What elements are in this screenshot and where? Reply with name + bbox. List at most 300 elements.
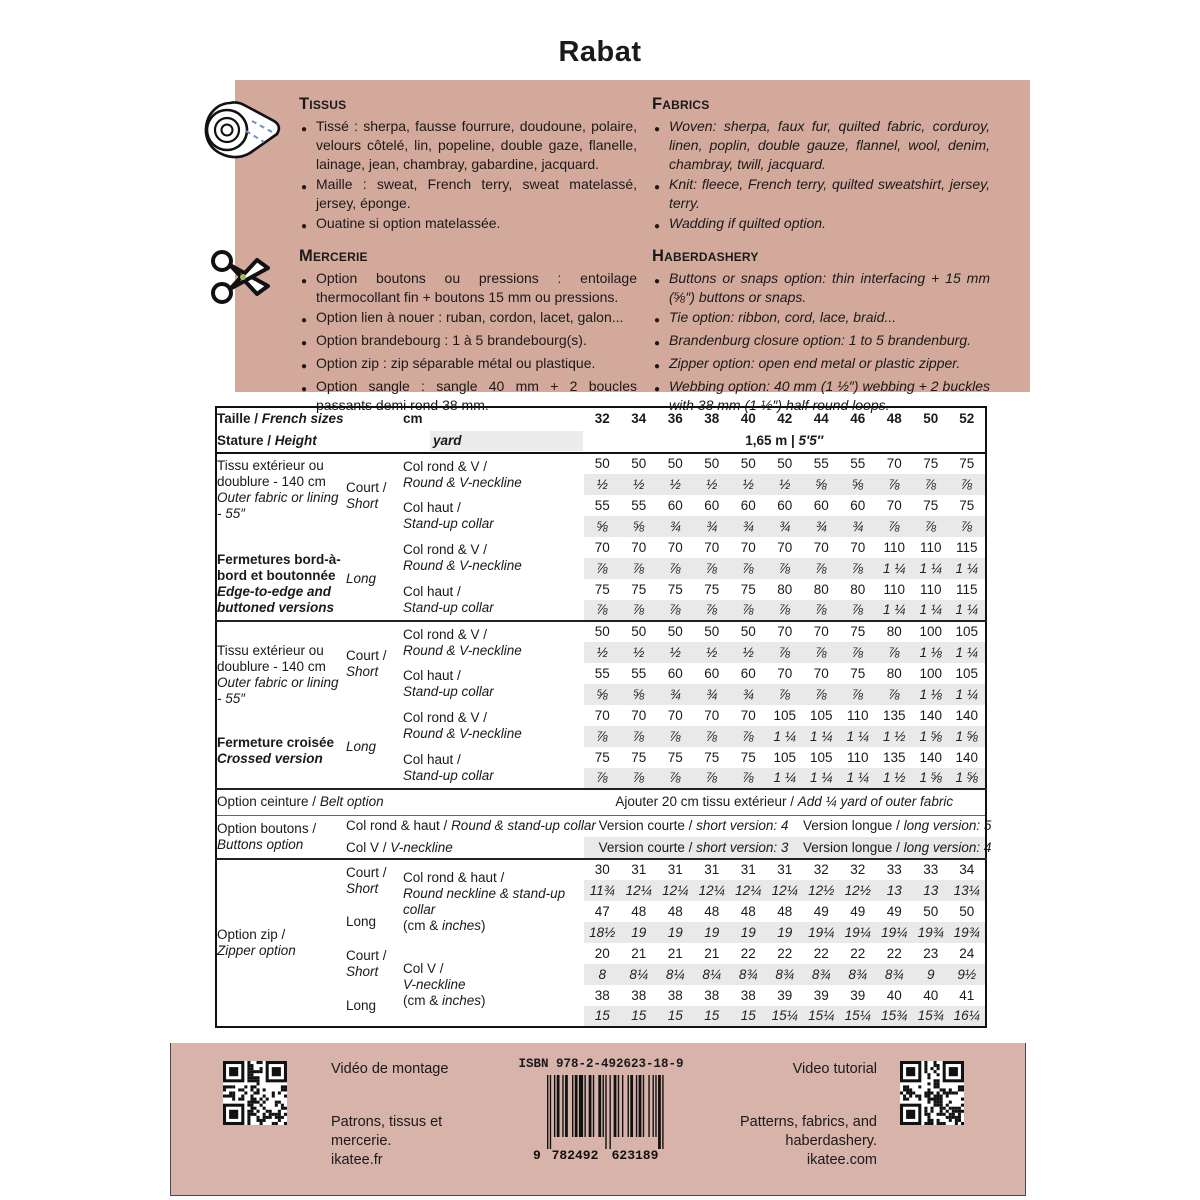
yard-value: 1 ¼ — [803, 726, 840, 747]
yard-value: ⅞ — [584, 558, 621, 579]
buttons-collar-label: Col V / V-neckline — [346, 839, 453, 855]
yard-value: ¾ — [657, 684, 694, 705]
list-item: ● Buttons or snaps option: thin interfacing + 15 mm (⅝″) buttons or snaps. — [654, 270, 990, 305]
yard-value: ½ — [584, 642, 621, 663]
buttons-option-label: Option boutons / Buttons option — [217, 820, 317, 852]
zip-inch-value: 19 — [621, 922, 658, 943]
bullet-icon: ● — [301, 221, 308, 232]
zip-inch-value: 8¼ — [694, 964, 731, 985]
cm-value: 75 — [631, 749, 647, 765]
yard-value: ⅞ — [803, 558, 840, 579]
list-item: ● Option zip : zip séparable métal ou plastique. — [299, 354, 637, 376]
zip-inch-value: 13 — [876, 880, 913, 901]
list-item: ● Wadding if quilted option. — [652, 214, 990, 236]
cm-value: 70 — [704, 707, 720, 723]
yard-value: ⅞ — [840, 684, 877, 705]
zip-inch-value: 8¼ — [621, 964, 658, 985]
collar-label: Col haut / Stand-up collar — [403, 500, 494, 531]
yard-value: ⅝ — [621, 684, 658, 705]
bullet-icon: ● — [654, 338, 661, 349]
qr-code-video-tutorial-en — [900, 1061, 964, 1125]
zip-cm-value: 34 — [959, 862, 975, 877]
list-item: ● Ouatine si option matelassée. — [299, 214, 637, 236]
height-row-label: Stature / Height — [217, 433, 317, 448]
yard-value: ½ — [730, 474, 767, 495]
cm-value: 60 — [813, 497, 829, 513]
zip-cm-value: 32 — [850, 862, 866, 877]
cm-value: 75 — [667, 581, 683, 597]
zip-cm-value: 38 — [740, 987, 756, 1003]
zip-inch-value: 13¼ — [949, 880, 986, 901]
zip-option-block — [216, 859, 986, 1027]
yard-value: ⅞ — [730, 726, 767, 747]
cm-value: 70 — [667, 707, 683, 723]
cm-value: 115 — [955, 581, 978, 597]
size-column-header: 50 — [923, 411, 939, 426]
website-fr: ikatee.fr — [331, 1152, 383, 1168]
cm-value: 55 — [813, 456, 829, 471]
cm-value: 55 — [594, 497, 610, 513]
zip-collar-label: Col V / V-neckline (cm & inches) — [403, 960, 486, 1008]
zip-collar-label: Col rond & haut / Round neckline & stand-up collar (cm & inches) — [403, 869, 566, 933]
yard-value: ⅞ — [876, 474, 913, 495]
length-label: Court / Short — [346, 948, 387, 979]
zip-inch-value: 19 — [657, 922, 694, 943]
zip-inch-value: 19¾ — [949, 922, 986, 943]
size-row-label: Taille / French sizes — [217, 411, 344, 426]
yard-value: 1 ⅝ — [913, 768, 950, 789]
cm-value: 105 — [773, 749, 797, 765]
zip-inch-value: 15 — [730, 1006, 767, 1027]
cm-value: 50 — [594, 624, 610, 639]
zip-inch-value: 19¼ — [803, 922, 840, 943]
info-panel — [235, 80, 1030, 413]
cm-value: 50 — [704, 624, 720, 639]
zip-cm-value: 39 — [777, 987, 793, 1003]
yard-value: ⅞ — [840, 600, 877, 621]
yard-value: 1 ⅝ — [949, 768, 986, 789]
yard-value: ⅞ — [803, 600, 840, 621]
cm-value: 75 — [923, 456, 939, 471]
cm-value: 75 — [594, 749, 610, 765]
yard-value: ½ — [694, 474, 731, 495]
zip-inch-value: 16¼ — [949, 1006, 986, 1027]
zip-cm-value: 40 — [886, 987, 902, 1003]
cm-value: 70 — [631, 539, 647, 555]
fabric-label: Tissu extérieur ou doublure - 140 cm Outer fabric or lining - 55″ — [217, 643, 339, 707]
fabric-requirement-label — [216, 453, 346, 621]
yard-value: ⅞ — [876, 516, 913, 537]
zip-cm-value: 31 — [667, 862, 683, 877]
yard-value: ⅞ — [767, 642, 804, 663]
list-item: ● Option sangle : sangle 40 mm + 2 boucles passants demi rond 38 mm. — [301, 378, 637, 413]
cm-value: 55 — [631, 665, 647, 681]
cm-value: 140 — [955, 749, 979, 765]
yard-value: 1 ¼ — [949, 684, 986, 705]
size-column-header: 44 — [813, 411, 829, 426]
cm-value: 75 — [740, 749, 756, 765]
yard-value: ⅞ — [657, 768, 694, 789]
zip-inch-value: 8¾ — [803, 964, 840, 985]
zip-cm-value: 47 — [594, 903, 610, 919]
tissus-heading: Tissus — [299, 95, 347, 113]
bullet-icon: ● — [654, 221, 661, 232]
cm-value: 70 — [813, 665, 829, 681]
cm-value: 50 — [631, 456, 647, 471]
cm-value: 80 — [850, 581, 866, 597]
yard-value: 1 ½ — [876, 726, 913, 747]
mercerie-heading: Mercerie — [299, 247, 368, 265]
yard-value: ⅝ — [584, 684, 621, 705]
zip-cm-value: 31 — [631, 862, 647, 877]
yard-value: ⅞ — [767, 558, 804, 579]
zip-inch-value: 8¼ — [657, 964, 694, 985]
list-item: ● Knit: fleece, French terry, quilted sweatshirt, jersey, terry. — [654, 176, 990, 211]
size-column-header: 42 — [777, 411, 793, 426]
cm-value: 60 — [704, 497, 720, 513]
website-en: ikatee.com — [806, 1152, 877, 1168]
yard-value: ⅞ — [949, 474, 986, 495]
yard-value: 1 ¼ — [949, 600, 986, 621]
cm-value: 60 — [777, 497, 793, 513]
zip-cm-value: 22 — [777, 945, 793, 961]
cm-value: 70 — [813, 539, 829, 555]
zip-cm-value: 39 — [813, 987, 829, 1003]
yard-value: ⅞ — [657, 726, 694, 747]
edge-to-edge-block — [216, 453, 986, 621]
zip-inch-value: 13 — [913, 880, 950, 901]
table-header — [216, 407, 986, 453]
zip-inch-value: 8¾ — [730, 964, 767, 985]
footer-band — [170, 1043, 1026, 1196]
yard-value: ⅞ — [767, 684, 804, 705]
cm-value: 50 — [667, 456, 683, 471]
size-column-header: 48 — [886, 411, 902, 426]
list-item: ● Woven: sherpa, faux fur, quilted fabric, corduroy, linen, poplin, double gauze, flannel, wool, denim, chambray, twill, jacquard. — [654, 118, 990, 172]
zip-inch-value: 19¼ — [840, 922, 877, 943]
zip-cm-value: 38 — [704, 987, 720, 1003]
zip-inch-value: 15¼ — [840, 1006, 877, 1027]
cm-value: 80 — [813, 581, 829, 597]
cm-value: 70 — [813, 624, 829, 639]
yard-value: 1 ¼ — [767, 726, 804, 747]
zip-cm-value: 24 — [959, 945, 975, 961]
bullet-icon: ● — [301, 384, 308, 395]
yard-value: ⅞ — [584, 600, 621, 621]
size-column-header: 46 — [850, 411, 866, 426]
zip-inch-value: 8 — [584, 964, 621, 985]
bullet-icon: ● — [301, 124, 308, 135]
footer-barcode-block — [501, 1057, 701, 1168]
bullet-icon: ● — [654, 361, 661, 372]
cm-value: 70 — [777, 624, 793, 639]
length-label: Long — [346, 914, 377, 929]
yard-value: ⅞ — [730, 600, 767, 621]
cm-value: 105 — [809, 707, 833, 723]
cm-value: 110 — [883, 539, 906, 555]
bullet-icon: ● — [301, 338, 308, 349]
list-item: ● Brandenburg closure option: 1 to 5 brandenburg. — [652, 331, 990, 353]
yard-value: ½ — [584, 474, 621, 495]
list-item: ● Option brandebourg : 1 à 5 brandebourg(s). — [299, 331, 637, 353]
cm-value: 110 — [846, 707, 869, 723]
cm-value: 60 — [740, 497, 756, 513]
cm-value: 60 — [667, 665, 683, 681]
scissors-icon — [210, 248, 274, 315]
belt-option-value: Ajouter 20 cm tissu extérieur / Add ¼ yard of outer fabric — [615, 794, 954, 810]
size-column-header: 40 — [740, 411, 756, 426]
yard-value: ⅞ — [767, 600, 804, 621]
short-version-count: Version courte / short version: 4 — [598, 818, 789, 834]
size-column-header: 34 — [631, 411, 647, 426]
list-item: ● Tie option: ribbon, cord, lace, braid... — [652, 308, 990, 330]
yard-value: ⅞ — [803, 642, 840, 663]
zip-inch-value: 19¼ — [876, 922, 913, 943]
zip-cm-value: 48 — [777, 903, 793, 919]
collar-label: Col haut / Stand-up collar — [403, 583, 494, 615]
tagline-fr: Patrons, tissus et mercerie. — [331, 1114, 443, 1149]
zip-inch-value: 12¼ — [621, 880, 658, 901]
zip-inch-value: 19 — [694, 922, 731, 943]
yard-value: ⅞ — [840, 558, 877, 579]
zip-inch-value: 15 — [621, 1006, 658, 1027]
cm-value: 50 — [631, 624, 647, 639]
yard-value: ⅞ — [657, 600, 694, 621]
zip-cm-value: 21 — [631, 945, 647, 961]
bullet-icon: ● — [654, 315, 661, 326]
zip-inch-value: 19 — [767, 922, 804, 943]
cm-value: 105 — [773, 707, 797, 723]
yard-value: ⅞ — [730, 558, 767, 579]
zip-inch-value: 18½ — [584, 922, 621, 943]
yard-value: ⅞ — [621, 726, 658, 747]
zip-cm-value: 31 — [777, 862, 793, 877]
short-version-count: Version courte / short version: 3 — [584, 837, 803, 859]
yard-value: ⅝ — [621, 516, 658, 537]
yard-value: ⅞ — [913, 516, 950, 537]
cm-value: 75 — [704, 749, 720, 765]
cm-value: 55 — [631, 497, 647, 513]
length-label: Court / Short — [346, 647, 387, 679]
bullet-icon: ● — [301, 361, 308, 372]
zip-cm-value: 41 — [959, 987, 975, 1003]
unit-yard-label: yard — [403, 430, 584, 453]
fabrics-heading: Fabrics — [652, 95, 710, 113]
cm-value: 110 — [919, 581, 942, 597]
cm-value: 110 — [883, 581, 906, 597]
french-column — [299, 95, 637, 416]
cm-value: 135 — [882, 749, 906, 765]
yard-value: 1 ⅝ — [949, 726, 986, 747]
zip-inch-value: 8¾ — [840, 964, 877, 985]
cm-value: 70 — [740, 539, 756, 555]
cm-value: 70 — [704, 539, 720, 555]
size-chart-table — [215, 406, 992, 1028]
cm-value: 50 — [667, 624, 683, 639]
zip-cm-value: 48 — [704, 903, 720, 919]
bullet-icon: ● — [301, 182, 308, 193]
zip-inch-value: 11¾ — [584, 880, 621, 901]
cm-value: 70 — [886, 456, 902, 471]
yard-value: ⅝ — [584, 516, 621, 537]
svg-text:623189: 623189 — [611, 1148, 659, 1163]
yard-value: ½ — [730, 642, 767, 663]
yard-value: ⅞ — [913, 474, 950, 495]
cm-value: 70 — [631, 707, 647, 723]
cm-value: 80 — [886, 624, 902, 639]
zip-cm-value: 32 — [813, 862, 829, 877]
video-label-fr: Vidéo de montage — [331, 1061, 449, 1077]
zip-cm-value: 48 — [667, 903, 683, 919]
closure-label: Fermetures bord-à-bord et boutonnée Edge-to-edge and buttoned versions — [217, 552, 341, 615]
yard-value: ½ — [621, 642, 658, 663]
buttons-option-block — [216, 815, 992, 859]
cm-value: 105 — [955, 665, 979, 681]
cm-value: 105 — [809, 749, 833, 765]
zip-cm-value: 31 — [704, 862, 720, 877]
zip-inch-value: 8¾ — [876, 964, 913, 985]
yard-value: 1 ¼ — [949, 642, 986, 663]
yard-value: ¾ — [694, 516, 731, 537]
zip-option-label: Option zip / Zipper option — [217, 927, 296, 958]
long-version-count: Version longue / long version: 4 — [803, 837, 986, 859]
yard-value: ½ — [621, 474, 658, 495]
cm-value: 60 — [850, 497, 866, 513]
yard-value: ⅞ — [694, 726, 731, 747]
yard-value: ⅞ — [584, 768, 621, 789]
yard-value: ⅝ — [803, 474, 840, 495]
zip-inch-value: 12¼ — [694, 880, 731, 901]
cm-value: 140 — [919, 707, 943, 723]
zip-cm-value: 49 — [886, 903, 902, 919]
yard-value: 1 ¼ — [803, 768, 840, 789]
yard-value: ⅞ — [694, 600, 731, 621]
collar-label: Col haut / Stand-up collar — [403, 751, 494, 783]
zip-inch-value: 12¼ — [657, 880, 694, 901]
zip-cm-value: 33 — [886, 862, 902, 877]
length-label: Court / Short — [346, 864, 387, 896]
haberdashery-heading: Haberdashery — [652, 247, 759, 265]
yard-value: 1 ½ — [876, 768, 913, 789]
cm-value: 50 — [740, 624, 756, 639]
yard-value: ⅞ — [694, 768, 731, 789]
list-item: ● Webbing option: 40 mm (1 ½″) webbing + 2 buckles with 38 mm (1 ½″) half round loops. — [654, 378, 990, 413]
isbn-label: ISBN 978-2-492623-18-9 — [518, 1057, 684, 1071]
zip-cm-value: 48 — [631, 903, 647, 919]
svg-text:782492: 782492 — [551, 1148, 599, 1163]
list-item: ● Maille : sweat, French terry, sweat matelassé, jersey, éponge. — [301, 176, 637, 211]
crossed-version-block — [216, 621, 986, 789]
length-label: Long — [346, 738, 377, 754]
svg-text:9: 9 — [533, 1148, 541, 1163]
size-column-header: 32 — [594, 411, 610, 426]
zip-cm-value: 38 — [667, 987, 683, 1003]
cm-value: 115 — [955, 539, 978, 555]
yard-value: 1 ¼ — [876, 558, 913, 579]
cm-value: 140 — [919, 749, 943, 765]
yard-value: ⅝ — [840, 474, 877, 495]
zip-cm-value: 23 — [923, 945, 939, 961]
cm-value: 55 — [850, 456, 866, 471]
cm-value: 70 — [777, 539, 793, 555]
cm-value: 75 — [850, 665, 866, 681]
yard-value: 1 ¼ — [767, 768, 804, 789]
zip-cm-value: 33 — [923, 862, 939, 877]
zip-cm-value: 49 — [850, 903, 866, 919]
zip-inch-value: 8¾ — [767, 964, 804, 985]
cm-value: 70 — [594, 539, 610, 555]
size-column-header: 38 — [704, 411, 720, 426]
list-item: ● Tissé : sherpa, fausse fourrure, doudoune, polaire, velours côtelé, lin, popeline, double gaze, flanelle, lainage, jean, chambray, gabardine, jacquard. — [301, 118, 637, 172]
cm-value: 50 — [704, 456, 720, 471]
zip-inch-value: 15¾ — [876, 1006, 913, 1027]
yard-value: 1 ¼ — [840, 726, 877, 747]
zip-inch-value: 15¾ — [913, 1006, 950, 1027]
yard-value: ½ — [767, 474, 804, 495]
cm-value: 110 — [846, 749, 869, 765]
zip-inch-value: 12¼ — [730, 880, 767, 901]
cm-value: 75 — [740, 581, 756, 597]
zip-inch-value: 15 — [694, 1006, 731, 1027]
zip-cm-value: 50 — [959, 903, 975, 919]
belt-option-row — [216, 789, 986, 815]
cm-value: 75 — [959, 456, 975, 471]
zip-cm-value: 31 — [740, 862, 756, 877]
zip-cm-value: 40 — [923, 987, 939, 1003]
yard-value: ⅞ — [657, 558, 694, 579]
collar-label: Col rond & V / Round & V-neckline — [403, 710, 522, 741]
yard-value: ⅞ — [621, 558, 658, 579]
zip-cm-value: 49 — [813, 903, 829, 919]
cm-value: 70 — [777, 665, 793, 681]
cm-value: 60 — [704, 665, 720, 681]
cm-value: 100 — [919, 665, 943, 681]
cm-value: 75 — [850, 624, 866, 639]
cm-value: 75 — [923, 497, 939, 513]
yard-value: ¾ — [730, 684, 767, 705]
yard-value: ¾ — [840, 516, 877, 537]
zip-inch-value: 12½ — [840, 880, 877, 901]
length-label: Long — [346, 997, 377, 1013]
bullet-icon: ● — [301, 315, 308, 326]
long-version-count: Version longue / long version: 5 — [803, 818, 992, 834]
yard-value: ⅞ — [876, 684, 913, 705]
cm-value: 80 — [777, 581, 793, 597]
cm-value: 80 — [886, 665, 902, 681]
yard-value: 1 ¼ — [840, 768, 877, 789]
yard-value: ¾ — [767, 516, 804, 537]
yard-value: ½ — [657, 642, 694, 663]
cm-value: 60 — [667, 497, 683, 513]
collar-label: Col rond & V / Round & V-neckline — [403, 626, 522, 658]
yard-value: 1 ⅝ — [913, 726, 950, 747]
yard-value: 1 ¼ — [913, 600, 950, 621]
yard-value: ⅞ — [621, 768, 658, 789]
list-item: ● Zipper option: open end metal or plastic zipper. — [652, 354, 990, 376]
cm-value: 55 — [594, 665, 610, 681]
cm-value: 75 — [594, 581, 610, 597]
zip-inch-value: 15 — [584, 1006, 621, 1027]
cm-value: 100 — [919, 624, 943, 639]
yard-value: ⅞ — [694, 558, 731, 579]
yard-value: ¾ — [657, 516, 694, 537]
zip-cm-value: 22 — [813, 945, 829, 961]
collar-label: Col rond & V / Round & V-neckline — [403, 542, 522, 573]
ean-barcode — [521, 1071, 681, 1163]
tagline-en: Patterns, fabrics, and haberdashery. — [739, 1114, 877, 1149]
cm-value: 70 — [886, 497, 902, 513]
footer-left-text — [331, 1060, 471, 1170]
